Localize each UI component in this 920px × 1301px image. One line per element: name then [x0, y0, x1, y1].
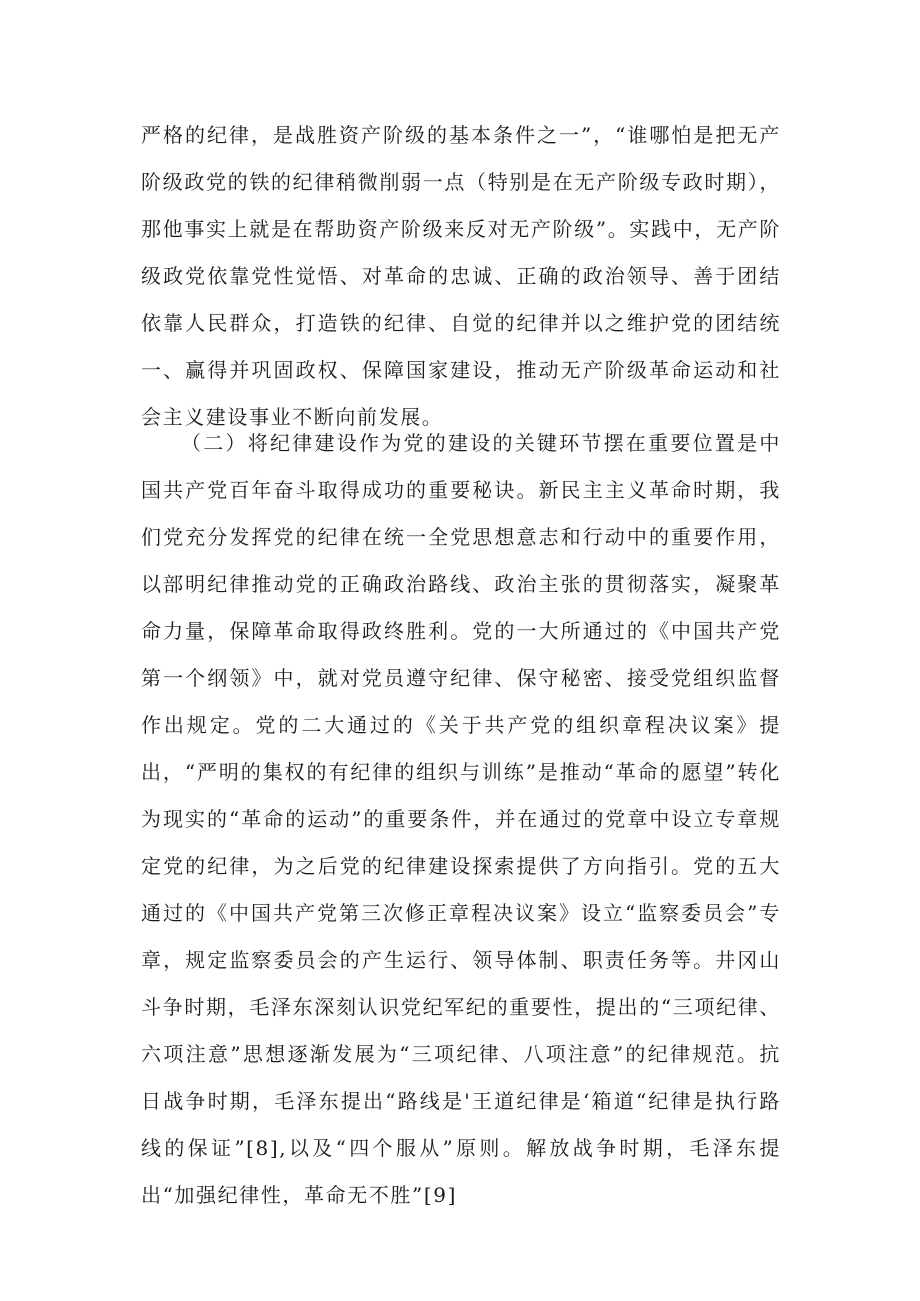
- paragraph-1: 严格的纪律，是战胜资产阶级的基本条件之一”，“谁哪怕是把无产阶级政党的铁的纪律稍微削弱一点（特别是在无产阶级专政时期），那他事实上就是在帮助资产阶级来反对无产阶级”。实践中，无产阶级政党依靠党性觉悟、对革命的忠诚、正确的政治领导、善于团结依靠人民群众，打造铁的纪律、自觉的纪律并以之维护党的团结统一、赢得并巩固政权、保障国家建设，推动无产阶级革命运动和社会主义建设事业不断向前发展。: [141, 123, 781, 429]
- paragraph-2: （二）将纪律建设作为党的建设的关键环节摆在重要位置是中国共产党百年奋斗取得成功的重要秘诀。新民主主义革命时期，我们党充分发挥党的纪律在统一全党思想意志和行动中的重要作用，以部明纪律推动党的正确政治路线、政治主张的贯彻落实，凝聚革命力量，保障革命取得政终胜利。党的一大所通过的《中国共产党第一个纲领》中，就对党员遵守纪律、保守秘密、接受党组织监督作出规定。党的二大通过的《关于共产党的组织章程决议案》提出，“严明的集权的有纪律的组织与训练”是推动“革命的愿望”转化为现实的“革命的运动”的重要条件，并在通过的党章中设立专章规定党的纪律，为之后党的纪律建设探索提供了方向指引。党的五大通过的《中国共产党第三次修正章程决议案》设立“监察委员会”专章，规定监察委员会的产生运行、领导体制、职责任务等。井冈山斗争时期，毛泽东深刻认识党纪军纪的重要性，提出的“三项纪律、六项注意”思想逐渐发展为“三项纪律、八项注意”的纪律规范。抗日战争时期，毛泽东提出“路线是'王道纪律是‘箱道“纪律是执行路线的保证”[8],以及“四个服从”原则。解放战争时期，毛泽东提出“加强纪律性，革命无不胜”[9]: [141, 431, 781, 1207]
